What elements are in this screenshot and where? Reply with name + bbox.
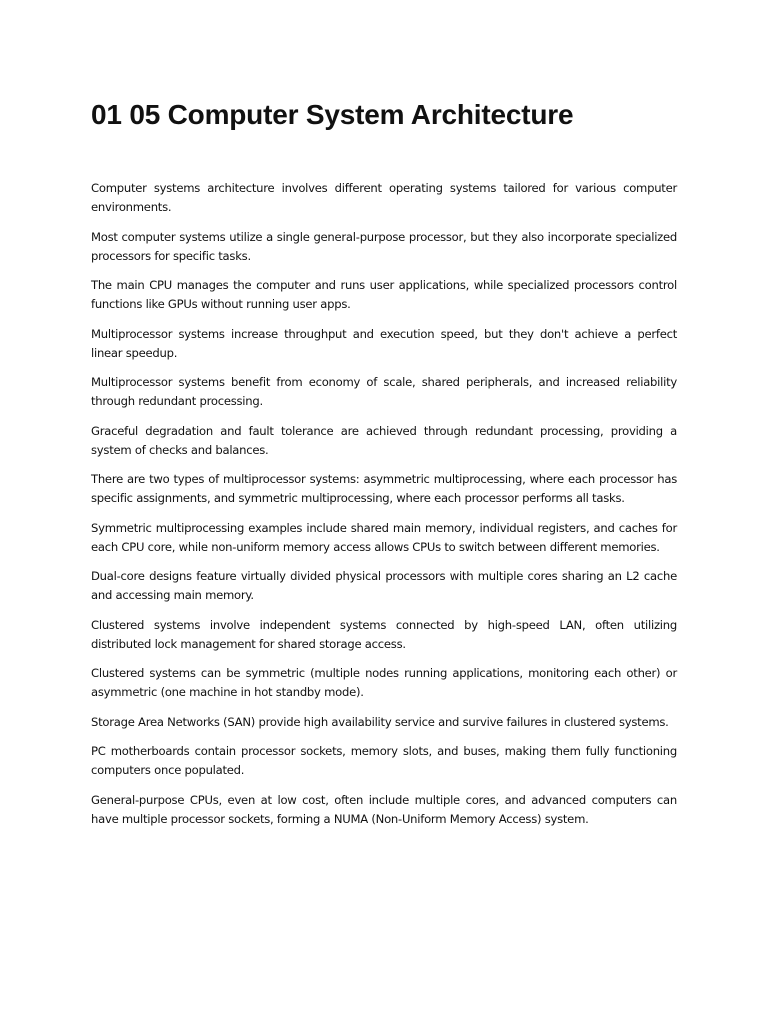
paragraph-3: The main CPU manages the computer and runs user applications, while specialized processors control functions like GPUs without running user apps.	[91, 278, 677, 311]
paragraph-9: Dual-core designs feature virtually divided physical processors with multiple cores sharing an L2 cache and accessing main memory.	[91, 569, 677, 602]
paragraph-14: General-purpose CPUs, even at low cost, often include multiple cores, and advanced computers can have multiple processor sockets, forming a NUMA (Non-Uniform Memory Access) system.	[91, 792, 677, 826]
document-body	[91, 179, 677, 839]
paragraph-13: PC motherboards contain processor sockets, memory slots, and buses, making them fully functioning computers once populated.	[91, 744, 677, 777]
paragraph-2: Most computer systems utilize a single general-purpose processor, but they also incorporate specialized processors for specific tasks.	[91, 229, 677, 263]
paragraph-7: There are two types of multiprocessor systems: asymmetric multiprocessing, where each processor has specific assignments, and symmetric multiprocessing, where each processor performs all tasks.	[91, 472, 677, 505]
paragraph-5: Multiprocessor systems benefit from economy of scale, shared peripherals, and increased reliability through redundant processing.	[91, 375, 677, 408]
paragraph-6: Graceful degradation and fault tolerance are achieved through redundant processing, providing a system of checks and balances.	[91, 423, 677, 457]
paragraph-10: Clustered systems involve independent systems connected by high-speed LAN, often utilizing distributed lock management for shared storage access.	[91, 617, 677, 651]
page-title: 01 05 Computer System Architecture	[91, 99, 574, 130]
paragraph-1: Computer systems architecture involves different operating systems tailored for various computer environments.	[91, 181, 677, 214]
paragraph-8: Symmetric multiprocessing examples include shared main memory, individual registers, and caches for each CPU core, while non-uniform memory access allows CPUs to switch between different memories.	[91, 520, 677, 554]
paragraph-4: Multiprocessor systems increase throughput and execution speed, but they don't achieve a perfect linear speedup.	[91, 326, 677, 360]
paragraph-12: Storage Area Networks (SAN) provide high availability service and survive failures in clustered systems.	[91, 714, 669, 729]
paragraph-11: Clustered systems can be symmetric (multiple nodes running applications, monitoring each other) or asymmetric (one machine in hot standby mode).	[91, 666, 677, 699]
